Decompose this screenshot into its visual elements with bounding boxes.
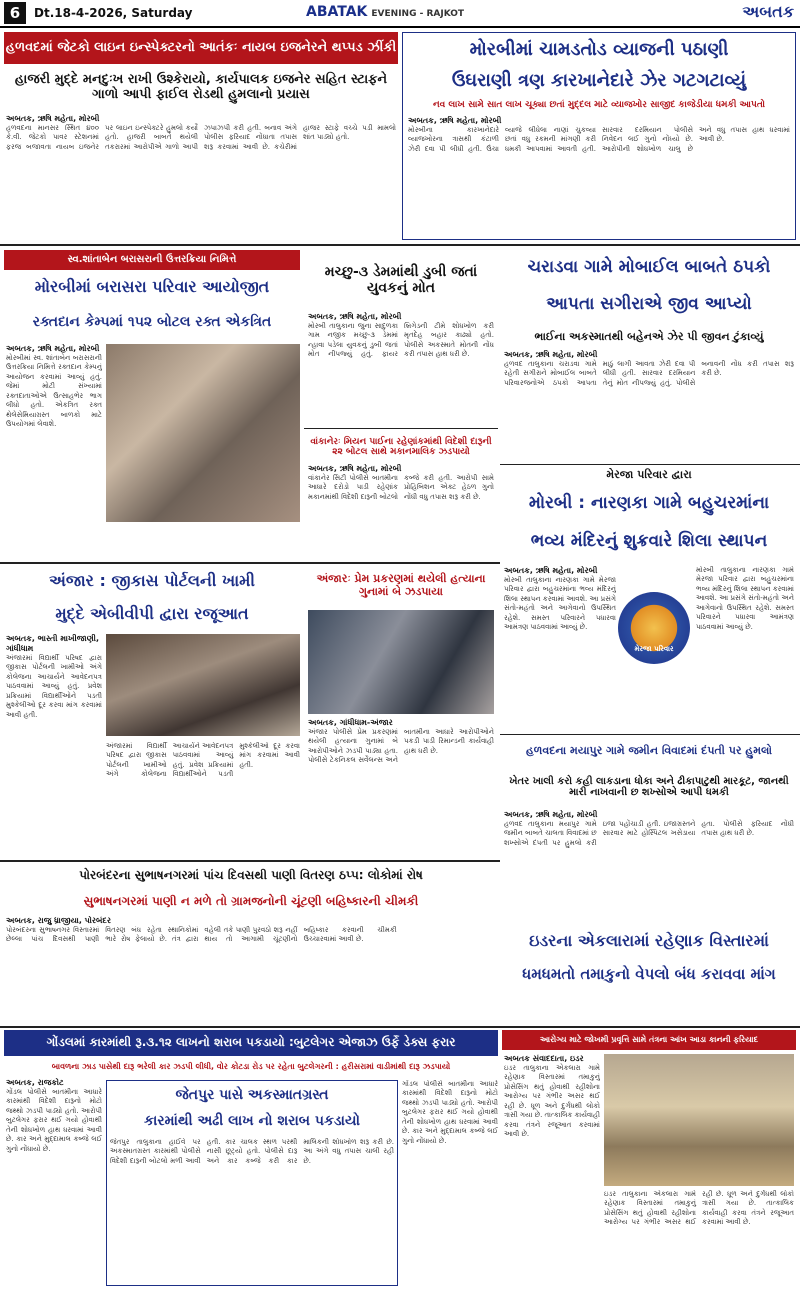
story7-headline-line1: મોરબી : નારણકા ગામે બહુચરમાંના	[528, 493, 770, 514]
masthead-edition: EVENING - RAJKOT	[371, 9, 465, 19]
divider-2	[304, 428, 498, 429]
story8-paragraph: અંજારમાં વિદ્યાર્થી પરિષદ દ્વારા જીકાસ પોર્ટલની ખામીઓ અંગે કોલેજના આચાર્યને આવેદનપત્ર પાઠવવામાં આવ્યું હતું. પ્રવેશ પ્રક્રિયામાં વિદ્યાર્થીઓને પડતી મુશ્કેલીઓ દૂર કરવા માંગ કરવામાં આવી હતી.	[6, 654, 102, 719]
story9-paragraph: અંજાર પોલીસે પ્રેમ પ્રકરણમાં થયેલી હત્યાના ગુનામાં બે આરોપીઓને ઝડપી પાડ્યા હતા. પોલીસે ટેકનિકલ સર્વેલન્સ અને બાતમીના આધારે આરોપીઓને પકડી પાડી રિમાન્ડની કાર્યવાહી હાથ ધરી છે.	[308, 728, 494, 765]
story7-paragraph: મોરબી તાલુકાના નારણકા ગામે મેરજા પરિવાર દ્વારા બહુચરમાંના ભવ્ય મંદિરનું શિલા સ્થાપન કરવામાં આવશે. આ પ્રસંગે સંતો-મહંતો અને આગેવાનો ઉપસ્થિત રહેશે. સમસ્ત પરિવારને પધારવા આમંત્રણ પાઠવવામાં આવ્યું છે.	[504, 576, 616, 632]
story4-headline: મચ્છુ-૩ ડેમમાંથી ડુબી જતાં યુવકનું મોત	[324, 263, 478, 296]
story2-subheadline: નવ લાખ સામે સાત લાખ ચૂક્યા છતાં મુદ્દલ માટે વ્યાજખોર સાજીદ કાજેડીયા ધમકી આપતો	[432, 99, 766, 110]
story13-paragraph-2: ગોંડલ પોલીસે બાતમીના આધારે કારમાંથી વિદેશી દારૂનો મોટો જથ્થો ઝડપી પાડ્યો હતો. આરોપી બુટલેગર ફરાર થઈ ગયો હોવાથી તેની શોધખોળ હાથ ધરવામાં આવી છે. કાર અને મુદ્દામાલ કબ્જે લઈ ગુનો નોંધાયો છે.	[402, 1080, 498, 1145]
masthead-title: ABATAK	[306, 4, 368, 20]
story13-text-2	[402, 1080, 498, 1286]
story3-headline-line1: મોરબીમાં બરાસરા પરિવાર આયોજીત	[34, 276, 270, 296]
story8-photo	[106, 634, 300, 736]
story1-paragraph: હળવદના માનસર સ્થિત ૪૦૦ કે.વી. જેટકો પાવર સ્ટેશનમાં ફરજ બજાવતા નાયબ ઇજનેર પર લાઇન ઇન્સ્પેક્ટરે હુમલો કર્યો હતો. હાજરી બાબતે થયેલી તકરારમાં આરોપીએ ગાળો આપી ઝપાઝપી કરી હતી. બનાવ અંગે પોલીસ ફરિયાદ નોંધાતા તપાસ શરૂ કરવામાં આવી છે. કચેરીમાં હાજર સ્ટાફે વચ્ચે પડી મામલો શાંત પાડ્યો હતો.	[6, 124, 396, 151]
story12-byline: અબતક સંવાદદાતા, ઇડર	[504, 1054, 584, 1063]
divider-3	[500, 464, 800, 465]
story12-headline-line2: ધમધમતો તમાકુનો વેપલો બંધ કરાવવા માંગ	[522, 965, 776, 984]
story2-headline-line2: ઉઘરાણી ત્રણ કારખાનેદારે ઝેર ગટગટાવ્યું	[451, 69, 747, 91]
story11-byline: અબતક, રાજુ ધ્રાજીયા, પોરબંદર	[6, 916, 112, 925]
story8-headline-line1: અંજાર : જીકાસ પોર્ટલની ખામી	[49, 570, 255, 590]
story12-photo	[604, 1054, 794, 1186]
story3-text	[6, 354, 102, 554]
page-header	[0, 0, 800, 28]
story10-headline: હળવદના મયાપુર ગામે જમીન વિવાદમાં દંપતી પર હુમલો	[525, 743, 773, 757]
story1-text	[6, 124, 396, 240]
story3-band: સ્વ.શાંતાબેન બરાસરાની ઉત્તરક્રિયા નિમિત્તે	[4, 250, 300, 270]
story5-headline: વાંકાનેરઃ મિયન પાઈના રહેણાંકમાંથી વિદેશી દારૂની ૨૨ બોટલ સાથે મકાનમાલિક ઝડપાયો	[310, 436, 492, 457]
masthead	[306, 4, 464, 20]
story10-text	[504, 820, 794, 920]
story10-subheadline: ખેતર ખાલી કરો કહી લાકડાના ધોકા અને ઢીકાપાટુથી મારકૂટ, જાનથી મારી નાખવાની છ શખ્સોએ આપી ધમકી	[509, 775, 789, 798]
story4-text	[308, 322, 494, 422]
story11-band: પોરબંદરના સુભાષનગરમાં પાંચ દિવસથી પાણી વિતરણ ઠપ્પ: લોકોમાં રોષ	[79, 868, 423, 883]
story1-byline: અબતક, ઋષિ મહેતા, મોરબી	[6, 114, 100, 123]
story14-headline-line2: કારમાંથી અઢી લાખ નો શરાબ પકડાયો	[144, 1112, 360, 1129]
story7-body	[504, 566, 616, 732]
story10-paragraph: હળવદ તાલુકાના મયાપુર ગામે જમીન બાબતે ચાલતા વિવાદમાં છ શખ્સોએ દંપતી પર હુમલો કરી ઇજા પહોંચાડી હતી. ઇજાગ્રસ્તને સારવાર માટે હોસ્પિટલ ખસેડાયા હતા. પોલીસે ફરિયાદ નોંધી તપાસ હાથ ધરી છે.	[504, 820, 794, 847]
story9-text	[308, 728, 494, 854]
story7-byline: અબતક, ઋષિ મહેતા, મોરબી	[504, 566, 598, 575]
story14-headline-line1: જેતપુર પાસે અકસ્માતગ્રસ્ત	[175, 1086, 329, 1103]
story10-byline: અબતક, ઋષિ મહેતા, મોરબી	[504, 810, 598, 819]
divider-5	[500, 734, 800, 735]
story3-body	[6, 344, 102, 556]
story8-body	[6, 634, 102, 856]
story1-headline: હાજરી મુદ્દે મનદુઃખ રાખી ઉશ્કેરાયો, કાર્યપાલક ઇજનેર સહિત સ્ટાફને ગાળો આપી ફાઈલ રોડથી હુમલાનો પ્રયાસ	[14, 72, 388, 102]
logo-text: મેરજા પરિવાર	[634, 645, 674, 653]
story1-body	[6, 114, 396, 240]
brand-logo: અબતક	[742, 2, 794, 21]
story12-paragraph-2: ઇડર તાલુકાના એકલારા ગામે રહેણાક વિસ્તારમાં તમાકુનું પ્રોસેસિંગ થતું હોવાથી રહીશોના આરોગ્ય પર ગંભીર અસર થઈ રહી છે. ધૂળ અને દુર્ગંધથી લોકો ત્રાસી ગયા છે. તાત્કાલિક કાર્યવાહી કરવા તંત્રને રજૂઆત કરવામાં આવી છે.	[604, 1190, 794, 1227]
story2-paragraph: મોરબીના કારખાનેદારે વ્યાજખોરના ત્રાસથી કંટાળી ઝેરી દવા પી લીધી હતી. ઉંચા વ્યાજે લીધેલા નાણાં ચુકવ્યા છતાં વધુ રકમની માંગણી કરી ધમકી આપવામાં આવતી હતી. સારવાર દરમિયાન પોલીસે નિવેદન લઈ ગુનો નોંધ્યો છે. આરોપીની શોધખોળ ચાલુ છે અને વધુ તપાસ હાથ ધરવામાં આવી છે.	[408, 126, 790, 153]
story2-text	[408, 126, 790, 236]
story7-tag: મેરજા પરિવાર દ્વારા	[606, 468, 692, 481]
story11-headline: સુભાષનગરમાં પાણી ન મળે તો ગ્રામજનોની ચૂંટણી બહિષ્કારની ચીમકી	[83, 894, 419, 909]
story3-paragraph: મોરબીમાં સ્વ. શાંતાબેન બરાસરાની ઉત્તરક્રિયા નિમિત્તે રક્તદાન કેમ્પનું આયોજન કરવામાં આવ્યું હતું. જેમાં મોટી સંખ્યામાં રક્તદાતાઓએ ઉત્સાહભેર ભાગ લીધો હતો. એકત્રિત રક્ત થેલેસેમિયાગ્રસ્ત બાળકો માટે ઉપયોગમાં લેવાશે.	[6, 354, 102, 429]
story7-text	[504, 576, 616, 730]
story6-body	[504, 350, 794, 460]
story10-body	[504, 810, 794, 922]
story6-byline: અબતક, ઋષિ મહેતા, મોરબી	[504, 350, 598, 359]
story6-text	[504, 360, 794, 458]
story13-text	[6, 1088, 102, 1284]
story8-text	[6, 654, 102, 854]
story5-text	[308, 474, 494, 554]
story13-band: ગોંડલમાં કારમાંથી રૂ.૩.૧૨ લાખનો શરાબ પકડાયો :બુટલેગર એજાઝ ઉર્ફે ડેક્સ ફરાર	[4, 1030, 498, 1056]
story3-headline-line2: રક્તદાન કેમ્પમાં ૧૫૨ બોટલ રક્ત એકત્રિત	[32, 313, 272, 330]
story8-headline-line2: મુદ્દે એબીવીપી દ્વારા રજૂઆત	[55, 603, 249, 623]
story7-paragraph-2: મોરબી તાલુકાના નારણકા ગામે મેરજા પરિવાર દ્વારા બહુચરમાંના ભવ્ય મંદિરનું શિલા સ્થાપન કરવામાં આવશે. આ પ્રસંગે સંતો-મહંતો અને આગેવાનો ઉપસ્થિત રહેશે. સમસ્ત પરિવારને પધારવા આમંત્રણ પાઠવવામાં આવ્યું છે.	[696, 566, 794, 631]
story6-headline-line1: ચરાડવા ગામે મોબાઈલ બાબતે ઠપકો	[527, 257, 771, 278]
story11-paragraph: પોરબંદરના સુભાષનગર વિસ્તારમાં છેલ્લા પાંચ દિવસથી પાણી વિતરણ બંધ રહેતા સ્થાનિકોમાં ભારે રોષ ફેલાયો છે. તંત્ર દ્વારા વહેલી તકે પાણી પુરવઠો શરૂ નહીં થાય તો આગામી ચૂંટણીનો બહિષ્કાર કરવાની ચીમકી ઉચ્ચારવામાં આવી છે.	[6, 926, 397, 944]
story3-photo	[106, 344, 300, 522]
story9-headline: અંજારઃ પ્રેમ પ્રકરણમાં થયેલી હત્યાના ગુનામાં બે ઝડપાયા	[316, 572, 486, 598]
story12-paragraph: ઇડર તાલુકાના એકલારા ગામે રહેણાક વિસ્તારમાં તમાકુનું પ્રોસેસિંગ થતું હોવાથી રહીશોના આરોગ્ય પર ગંભીર અસર થઈ રહી છે. ધૂળ અને દુર્ગંધથી લોકો ત્રાસી ગયા છે. તાત્કાલિક કાર્યવાહી કરવા તંત્રને રજૂઆત કરવામાં આવી છે.	[504, 1064, 600, 1139]
story11-body	[6, 916, 496, 1022]
divider-1	[0, 244, 800, 246]
story13-subheadline: બાવળના ઝાડ પાસેથી દારૂ ભરેલી કાર ઝડપી લીધી, વોર કોટડા રોડ પર રહેતા બુટલેગરની : હરીસરામાં વાડીમાંથી દારૂ ઝડપાયો	[51, 1062, 451, 1072]
story6-headline-line2: આપતા સગીરાએ જીવ આપ્યો	[546, 294, 752, 315]
story4-byline: અબતક, ઋષિ મહેતા, મોરબી	[308, 312, 402, 321]
story4-body	[308, 312, 494, 424]
story2-body	[408, 116, 790, 236]
story5-body	[308, 464, 494, 556]
story11-text	[6, 926, 496, 1020]
story12-text-2	[604, 1190, 794, 1286]
story9-body	[308, 718, 494, 856]
divider-4	[0, 562, 500, 564]
story5-byline: અબતક, ઋષિ મહેતા, મોરબી	[308, 464, 402, 473]
divider-7	[0, 1026, 800, 1028]
story2-headline-line1: મોરબીમાં ચામડતોડ વ્યાજની પઠાણી	[469, 38, 729, 60]
story13-paragraph: ગોંડલ પોલીસે બાતમીના આધારે કારમાંથી વિદેશી દારૂનો મોટો જથ્થો ઝડપી પાડ્યો હતો. આરોપી બુટલેગર ફરાર થઈ ગયો હોવાથી તેની શોધખોળ હાથ ધરવામાં આવી છે. કાર અને મુદ્દામાલ કબ્જે લઈ ગુનો નોંધાયો છે.	[6, 1088, 102, 1153]
story1-band: હળવદમાં જેટકો લાઇન ઇન્સ્પેક્ટરનો આતંકઃ નાયબ ઇજનેરને થપ્પડ ઝીંકી	[4, 32, 398, 64]
story9-photo	[308, 610, 494, 714]
story8-paragraph-2: અંજારમાં વિદ્યાર્થી પરિષદ દ્વારા જીકાસ પોર્ટલની ખામીઓ અંગે કોલેજના આચાર્યને આવેદનપત્ર પાઠવવામાં આવ્યું હતું. પ્રવેશ પ્રક્રિયામાં વિદ્યાર્થીઓને પડતી મુશ્કેલીઓ દૂર કરવા માંગ કરવામાં આવી હતી.	[106, 742, 300, 779]
story12-headline-line1: ઇડરના એકલારામાં રહેણાક વિસ્તારમાં	[529, 930, 769, 950]
story14-text	[110, 1138, 394, 1282]
story13-byline: અબતક, રાજકોટ	[6, 1078, 64, 1087]
page-number: 6	[4, 2, 26, 24]
story9-byline: અબતક, ગાંધીધામ-અંજાર	[308, 718, 393, 727]
story8-text-2	[106, 742, 300, 856]
merja-parivar-logo	[618, 592, 690, 664]
story12-subheadline: આરોગ્ય માટે જોખમી પ્રવૃત્તિ સામે તંત્રના આંખ આડા કાનની ફરિયાદ	[502, 1030, 796, 1050]
story12-body	[504, 1054, 600, 1286]
story7-text-2	[696, 566, 794, 732]
story13-body	[6, 1078, 102, 1286]
story3-byline: અબતક, ઋષિ મહેતા, મોરબી	[6, 344, 100, 353]
story14-paragraph: જેતપુર તાલુકાના હાઈવે પર અકસ્માતગ્રસ્ત કારમાંથી પોલીસે વિદેશી દારૂની બોટલો મળી આવી હતી. કાર ચાલક સ્થળ પરથી નાસી છૂટ્યો હતો. પોલીસે દારૂ અને કાર કબ્જે કરી કાર માલિકની શોધખોળ શરૂ કરી છે. આ અંગે વધુ તપાસ ચાલી રહી છે.	[110, 1138, 394, 1165]
divider-6	[0, 860, 500, 862]
story2-byline: અબતક, ઋષિ મહેતા, મોરબી	[408, 116, 502, 125]
story4-paragraph: મોરબી તાલુકાના જુના સાદુળકા ગામ નજીક મચ્છુ-૩ ડેમમાં ન્હાવા પડેલા યુવકનું ડુબી જતાં મોત નીપજ્યું હતું. ફાયર બ્રિગેડની ટીમે શોધખોળ કરી મૃતદેહ બહાર કાઢ્યો હતો. પોલીસે અકસ્માતે મોતની નોંધ કરી તપાસ હાથ ધરી છે.	[308, 322, 494, 359]
story5-paragraph: વાંકાનેર સિટી પોલીસે બાતમીના આધારે દરોડો પાડી રહેણાંક મકાનમાંથી વિદેશી દારૂની બોટલો કબ્જે કરી હતી. આરોપી સામે પ્રોહિબિશન એક્ટ હેઠળ ગુનો નોંધી વધુ તપાસ શરૂ કરી છે.	[308, 474, 494, 501]
story12-text	[504, 1064, 600, 1284]
story6-subheadline: ભાઈના અકસ્માતથી બહેનએ ઝેર પી જીવન ટુંકાવ્યું	[534, 329, 764, 343]
story6-paragraph: હળવદ તાલુકાના ચરાડવા ગામે રહેતી સગીરાને મોબાઈલ બાબતે પરિવારજનોએ ઠપકો આપતા માઠું લાગી આવતા ઝેરી દવા પી લીધી હતી. સારવાર દરમિયાન તેનું મોત નીપજ્યું હતું. પોલીસે બનાવની નોંધ કરી તપાસ શરૂ કરી છે.	[504, 360, 794, 387]
story7-headline-line2: ભવ્ય મંદિરનું શુક્રવારે શિલા સ્થાપન	[530, 531, 768, 552]
story8-byline: અબતક, ભાસ્તી માખીજાણી, ગાંધીધામ	[6, 634, 99, 653]
issue-date: Dt.18-4-2026, Saturday	[34, 6, 193, 20]
